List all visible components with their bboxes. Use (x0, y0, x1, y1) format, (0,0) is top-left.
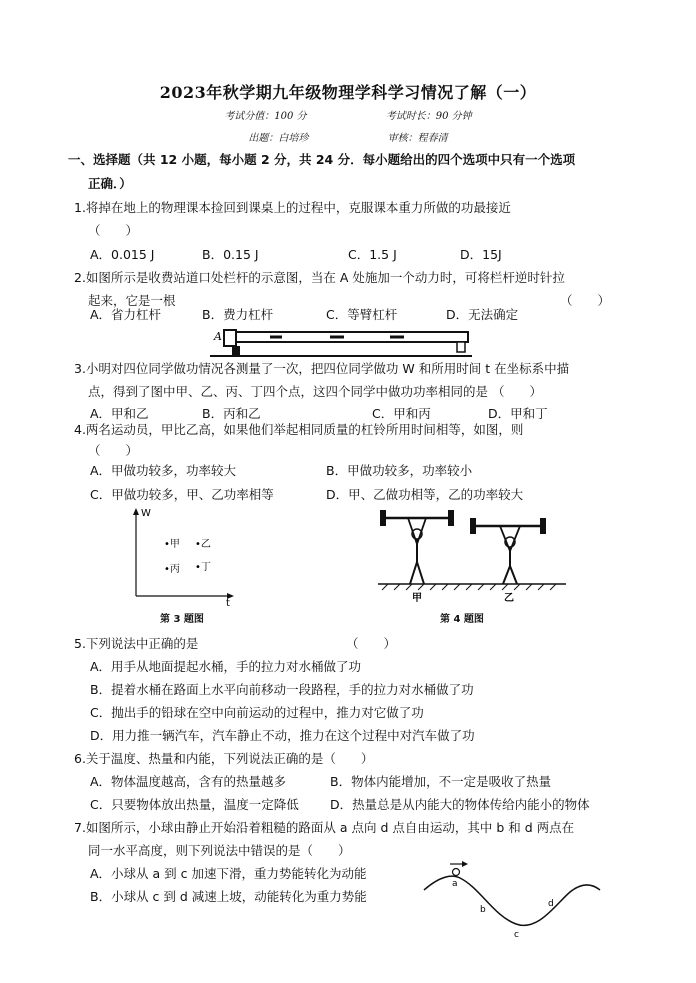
q7-option-a: A．小球从 a 到 c 加速下滑，重力势能转化为动能 (90, 866, 367, 881)
q6-stem: 6.关于温度、热量和内能，下列说法正确的是（ ） (74, 751, 374, 766)
q6-option-a: A．物体温度越高，含有的热量越多 (90, 774, 287, 789)
q5-stem: 5.下列说法中正确的是 (74, 636, 199, 651)
exam-score: 考试分值：100 分 (224, 111, 307, 122)
point-jia: •甲 (164, 539, 180, 550)
point-ding: •丁 (195, 562, 211, 573)
q1-stem: 1.将掉在地上的物理课本捡回到课桌上的过程中，克服课本重力所做的功最接近 (74, 200, 511, 215)
point-yi: •乙 (195, 539, 211, 550)
exam-author: 出题：白培珍 (248, 133, 309, 144)
q5-option-b: B．提着水桶在路面上水平向前移动一段路程，手的拉力对水桶做了功 (90, 682, 474, 697)
q3-option-d: D．甲和丁 (488, 406, 548, 421)
q3-stem-line-1: 3.小明对四位同学做功情况各测量了一次，把四位同学做功 W 和所用时间 t 在坐标系中描 (74, 361, 570, 376)
q5-option-a: A．用手从地面提起水桶，手的拉力对水桶做了功 (90, 659, 362, 674)
lifter-yi-label: 乙 (504, 593, 514, 604)
y-axis-label: W (141, 508, 151, 519)
q3-stem-line-2: 点，得到了图中甲、乙、丙、丁四个点，这四个同学中做功功率相同的是 （ ） (88, 384, 542, 399)
section-heading-line-2: 正确．） (88, 176, 132, 191)
exam-meta-line-1 (0, 107, 696, 122)
q5-option-c: C．抛出手的铅球在空中向前运动的过程中，推力对它做了功 (90, 705, 424, 720)
q1-option-d: D．15J (460, 247, 502, 262)
toll-gate-figure (210, 326, 472, 358)
lifter-jia-label: 甲 (412, 593, 422, 604)
q5-option-d: D．用力推一辆汽车，汽车静止不动，推力在这个过程中对汽车做了功 (90, 728, 475, 743)
label-b: b (480, 905, 486, 915)
q4-option-a: A．甲做功较多，功率较大 (90, 463, 237, 478)
q5-blank: （ ） (346, 636, 397, 651)
q4-option-c: C．甲做功较多，甲、乙功率相等 (90, 487, 274, 502)
q4-option-b: B．甲做功较多，功率较小 (326, 463, 473, 478)
lifter-jia (380, 510, 454, 584)
exam-reviewer: 审核：程春清 (387, 133, 448, 144)
q6-option-d: D．热量总是从内能大的物体传给内能小的物体 (330, 797, 590, 812)
q7-stem-line-2: 同一水平高度，则下列说法中错误的是（ ） (88, 843, 351, 858)
q6-option-b: B．物体内能增加，不一定是吸收了热量 (330, 774, 552, 789)
lifter-yi (470, 518, 546, 584)
q3-option-b: B．丙和乙 (202, 406, 261, 421)
q6-option-c: C．只要物体放出热量，温度一定降低 (90, 797, 299, 812)
q2-option-a: A．省力杠杆 (90, 307, 162, 322)
exam-duration: 考试时长：90 分钟 (385, 111, 472, 122)
fig4-caption: 第 4 题图 (440, 614, 484, 625)
point-bing: •丙 (164, 564, 180, 575)
q2-stem-line-2: 起来，它是一根 (88, 293, 176, 308)
q2-option-d: D．无法确定 (446, 307, 519, 322)
q1-option-b: B．0.15 J (202, 247, 259, 262)
q2-stem-line-1: 2.如图所示是收费站道口处栏杆的示意图，当在 A 处施加一个动力时，可将栏杆逆时针拉 (74, 270, 565, 285)
label-d: d (548, 899, 554, 909)
section-heading-line-1: 一、选择题（共 12 小题，每小题 2 分，共 24 分．每小题给出的四个选项中只有一个选项 (68, 152, 576, 167)
weightlifters-figure (374, 504, 570, 604)
q1-blank: （ ） (88, 223, 139, 238)
q1-option-a: A．0.015 J (90, 247, 155, 262)
point-a-label: A (214, 330, 222, 343)
x-axis-label: t (226, 598, 230, 606)
q7-stem-line-1: 7.如图所示，小球由静止开始沿着粗糙的路面从 a 点向 d 点自由运动，其中 b 和 d 两点在 (74, 820, 575, 835)
q4-blank: （ ） (88, 443, 139, 458)
q7-option-b: B．小球从 c 到 d 减速上坡，动能转化为重力势能 (90, 889, 367, 904)
q1-option-c: C．1.5 J (348, 247, 397, 262)
q2-option-b: B．费力杠杆 (202, 307, 274, 322)
label-c: c (514, 930, 519, 940)
page-title: 2023年秋学期九年级物理学科学习情况了解（一） (159, 83, 537, 102)
label-a: a (452, 879, 458, 889)
q3-option-c: C．甲和丙 (372, 406, 431, 421)
q2-blank: （ ） (560, 293, 611, 308)
q2-option-c: C．等臂杠杆 (326, 307, 398, 322)
q4-option-d: D．甲、乙做功相等，乙的功率较大 (326, 487, 524, 502)
fig3-caption: 第 3 题图 (160, 614, 204, 625)
road-curve (424, 876, 600, 925)
gate-pivot-post (224, 330, 236, 346)
q4-stem-line-1: 4.两名运动员，甲比乙高，如果他们举起相同质量的杠铃所用时间相等，如图，则 (74, 422, 524, 437)
q3-option-a: A．甲和乙 (90, 406, 149, 421)
q3-wt-graph (126, 506, 238, 606)
q7-road-figure (420, 860, 604, 940)
ball (453, 869, 460, 876)
gate-bar (228, 332, 468, 342)
exam-meta-line-2 (0, 129, 696, 144)
